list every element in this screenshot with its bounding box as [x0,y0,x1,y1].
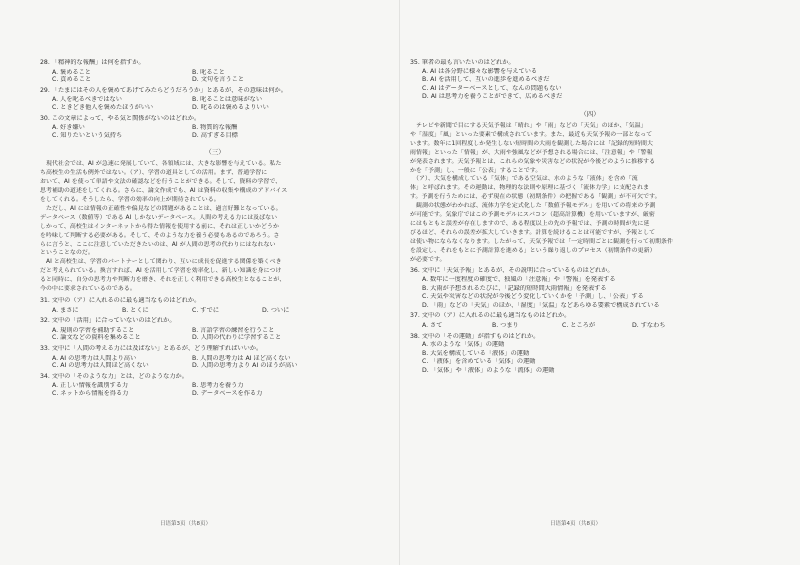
passage-line: らに言うと、ここに注意していただきたいのは、AI が人間の思考の代わりにはなれない [40,241,276,248]
reading-passage [40,160,390,294]
option: A. 規則の学習を補助すること [52,326,135,334]
passage-line: かを「予測」し、一般に「公表」することです。 [410,167,542,174]
passage-line: 観測の状態がわかれば、流体力学を定式化した「数値予報モデル」を用いての将来の予測 [410,203,656,210]
passage-line: を吟味して判断する必要がある。そして、そのような力を養う必要もあるのであろう。さ [40,232,280,239]
question-30-options [40,124,390,139]
option: D. AI は思考力を養うことができて、広めるべきだ [422,93,563,101]
option: C. ところが [562,322,596,330]
option: B. 叱ることは意味がない [192,96,263,104]
passage-line: が可能です。気象庁ではこの予測モデルにスパコン（超高計算機）を用いていますが、厳密 [410,212,655,219]
question-29-options [40,96,390,111]
question-28: 28. 「精神的な報酬」は何を指すか。 [40,59,145,66]
passage-line: にはもともと誤差が存在しますので、ある程度以上の先の予報では、予測の時間が先に延 [410,220,650,227]
question-34: 34. 文中の「そのような力」とは、どのような力か。 [40,372,188,380]
question-28-options [40,69,390,84]
option: D. すなわち [632,322,666,330]
question-33-options [40,355,390,370]
option: D. 高すぎる目標 [192,131,238,139]
question-32-options [40,327,390,342]
question-37-options [410,322,770,330]
option: B. つまり [492,322,519,330]
question-34-options [40,382,390,397]
option: C. ネットから情報を得る力 [52,389,129,397]
passage-line: 今の中に要求されているのである。 [40,286,136,293]
passage-line: います。数年に1回程度しか発生しない短時間の大雨を観測した場合には「記録的短時間大 [410,140,653,147]
passage-line: おいて、AI を使って単語や文法の確認などを行うことができる。そして、資料の学習で、 [40,179,282,186]
option: D. 人間の代わりに学習すること [192,334,282,342]
passage-line: データベース（数値等）である AI しかないデータベース。人間の考える力には及ばない [40,214,278,221]
question-35: 35. 筆者の最も言いたいのはどれか。 [410,59,515,66]
option: D. 叱るのは褒めるよりいい [192,103,269,111]
option: A. AI の思考力は人間より高い [52,354,137,362]
page-footer: 日语第3页（共8页） [160,521,211,527]
passage-line: す。予測を行うためには、必ず現在の状態（初期条件）の把握である「観測」が不可欠です。 [410,194,661,201]
passage-line: ただし、AI には情報の正確性や偏見などの問題があることは、過言好難となっている。 [40,205,282,212]
option: B. 叱ること [192,68,225,76]
passage-line: 現代社会では、AI が急速に発展していて、各領域には、大きな影響を与えている。私た [40,161,282,168]
question-32: 32. 文中の「活用」に合っていないのはどれか。 [40,317,176,325]
passage-line: や「湿度」「風」といった要素で構成されています。また、最近も天気予報の一部となって [410,131,653,138]
passage-line: （ア）、大気を構成している「気体」である空気は、水のような「液体」を含め「流 [410,176,638,183]
option: C. 論文などの資料を集めること [52,334,141,342]
question-38: 38. 文中の「その運動」が指すものはどれか。 [410,332,540,340]
passage-line: しかって、高校生はインターネットから得た情報を使用する前に、それは正しいかどうか [40,223,279,230]
option: A. 正しい情報を識別する力 [52,382,129,390]
option: A. 水のような「気体」の運動 [422,341,505,349]
option: A. AI は各分野に様々な影響を与えている [422,67,538,75]
option: B. AI を活用して、互いの進歩を進めるべきだ [422,76,550,84]
passage-line: が必要です。 [410,256,446,263]
passage-line: ると同時に、自分の思考力や判断力を磨き、それを正しく利用できる高校生となることが、 [40,277,286,284]
page-footer: 日语第4页（共8页） [550,521,601,527]
passage-line: が発表されます。天気予報とは、これらの気象や災害などの状況が今後どのように推移する [410,158,656,165]
option: D. 人間の思考力より AI のほうが高い [192,362,298,370]
passage-line: テレビや新聞で目にする天気予報は「晴れ」や「雨」などの「天気」のほか、「気温」 [410,122,647,129]
option: B. 思考力を養う力 [192,382,244,390]
passage-line: だと考えられている。換言すれば、AI を活用して学習を効率化し、新しい知識を身につけ [40,268,282,275]
option: B. 大雨が予想されるたびに、「記録的短時間大雨情報」を発表する [422,284,607,292]
option: C. 貢めること [52,76,92,84]
passage-line: AI と高校生は、学習のパートナーとして関わり、互いに成長を促進する関係を築くべき [40,259,282,266]
option: C. AI の思考力は人間ほど高くない [52,362,149,370]
option: A. 数年に一度程度の確度で、独風の「注意報」や「警報」を発表する [422,276,616,284]
question-36: 36. 文中に「天気予報」とあるが、その説明に合っているものはどれか。 [410,267,614,275]
passage-line: ち高校生の生活も例外ではない。（ア）、学習の道具としての活用。まず、普通学習に [40,170,268,177]
question-33: 33. 文中に「人間の考える力には及ばない」とあるが、どう理解すればいいか。 [40,344,263,352]
question-30: 30. この文章によって、やる気と関係がないのはどれか。 [40,114,201,122]
option: D. 文句を言うこと [192,76,245,84]
option: B. 物質的な報酬 [192,124,238,132]
page-right [400,0,800,565]
question-31-options [40,307,390,315]
option: C. 「液体」を含めている「気体」の運動 [422,358,536,366]
option: A. 好き嫌い [52,124,85,132]
passage-line: をしてくれる。そうしたら、学習の効率の向上が期待されている。 [40,196,220,203]
option: C. すでに [192,306,220,314]
option: C. AI はデーターベースとして、なんの問題もない [422,84,562,92]
passage-line: 思考補助の道述をしてくれる。さらに、論文作成でも、AI は資料の収集や構成のアドバイス [40,188,288,195]
option: D. 「雨」などの「天気」のほか、「湿度」「気温」などあらゆる要素で構成されている [422,301,660,309]
reading-passage [410,122,770,265]
option: B. とくに [122,306,149,314]
option: B. 言語学習の練習を行うこと [192,326,275,334]
question-29: 29. 「たまにはその人を褒めてあげてみたらどうだろうか」とあるが、その意味は何か。 [40,86,287,94]
passage-line: 体」と呼ばれます。その運動は、物理的な法則や原理に基づく「流体力学」に支配されま [410,185,650,192]
option: C. ときどき他人を褒めたほうがいい [52,103,154,111]
option: C. 知りたいという気持ち [52,131,123,139]
option: D. 「気体」や「液体」のような「流体」の運動 [422,367,555,374]
passage-line: ということなのだ。 [40,250,94,257]
question-31: 31. 文中の（ア）に入れるのに最も適当なものはどれか。 [40,296,201,304]
option: B. 人間の思考力は AI ほど高くない [192,354,291,362]
option: C. 天気や災害などの状況が今後どう変化していくかを「予測」し、「公表」する [422,293,644,301]
passage-line: を設定し、それをもとに予測計算を進める」という繰り返しのプロセス（初期条件の更新） [410,247,656,254]
question-37: 37. 文中の（ア）に入れるのに最も適当なものはどれか。 [410,312,571,320]
passage-line: 雨情報」といった「情報」が、大雨や強風などが予想される場合には、「注意報」や「警報 [410,149,653,156]
option: A. さて [422,322,443,330]
section-heading: （四） [580,109,600,118]
passage-line: は使い物にならなくなります。したがって、天気予報では「一定時間ごとに観測を行って初期条件 [410,238,673,245]
option: D. ついに [262,306,290,314]
passage-line: びるほど、それらの誤差が拡大していきます。計算を続けることは可能ですが、予報として [410,229,656,236]
option: D. データベースを作る力 [192,389,263,397]
option: A. まさに [52,306,79,314]
option: A. 人を叱るべきではない [52,96,122,104]
option: A. 褒めること [52,68,91,76]
option: B. 大気を構成している「液体」の運動 [422,349,530,357]
section-heading: （三） [205,148,225,157]
